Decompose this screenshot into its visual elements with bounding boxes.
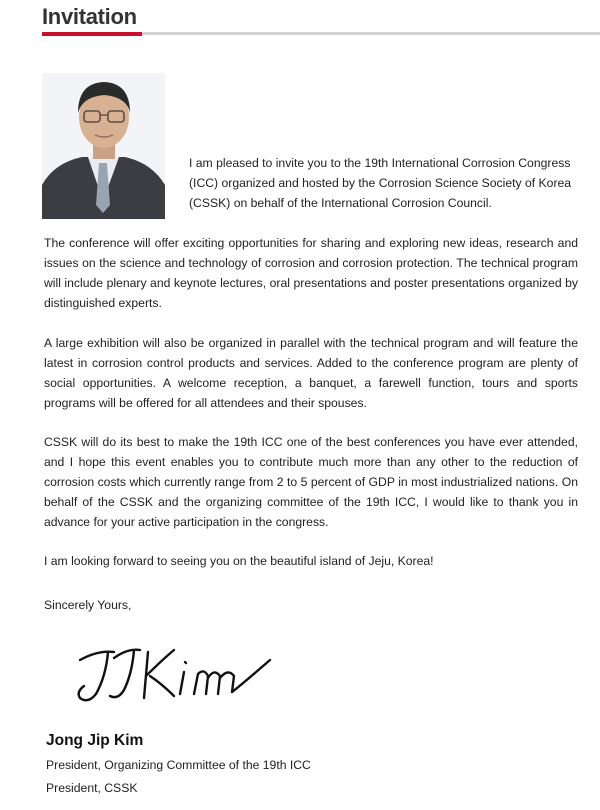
title-accent-bar [42, 32, 142, 36]
paragraph-program: The conference will offer exciting opportunities for sharing and exploring new ideas, research and issues on the science and technology of corrosion and corrosion protection. The technical program will include plenary and keynote lectures, oral presentations and poster presentations organized by distinguished experts. [44, 236, 578, 310]
closing-salutation: Sincerely Yours, [44, 598, 132, 612]
page-header [42, 4, 600, 38]
paragraph-exhibition: A large exhibition will also be organized in parallel with the technical program and will feature the latest in corrosion control products and services. Added to the conference program are plenty of social opportunities. A welcome reception, a banquet, a farewell function, tours and sports programs will be offered for all attendees and their spouses. [44, 336, 578, 410]
signature-icon [70, 638, 290, 708]
signer-name: Jong Jip Kim [46, 732, 144, 749]
handwritten-signature [70, 638, 290, 708]
president-portrait [42, 73, 165, 219]
portrait-illustration [42, 73, 165, 219]
signer-title-icc: President, Organizing Committee of the 19th ICC [46, 758, 311, 772]
paragraph-jeju: I am looking forward to seeing you on the beautiful island of Jeju, Korea! [44, 554, 434, 568]
page-title: Invitation [42, 4, 137, 29]
intro-paragraph: I am pleased to invite you to the 19th International Corrosion Congress (ICC) organized and hosted by the Corrosion Science Society of Korea (CSSK) on behalf of the International Corrosion Council. [189, 156, 572, 210]
signer-title-cssk: President, CSSK [46, 781, 138, 795]
paragraph-cssk: CSSK will do its best to make the 19th ICC one of the best conferences you have ever attended, and I hope this event enables you to contribute much more than any other to the reduction of corrosion costs which currently range from 2 to 5 percent of GDP in most industrialized nations. On behalf of the CSSK and the organizing committee of the 19th ICC, I would like to thank you in advance for your active participation in the congress. [44, 435, 578, 529]
